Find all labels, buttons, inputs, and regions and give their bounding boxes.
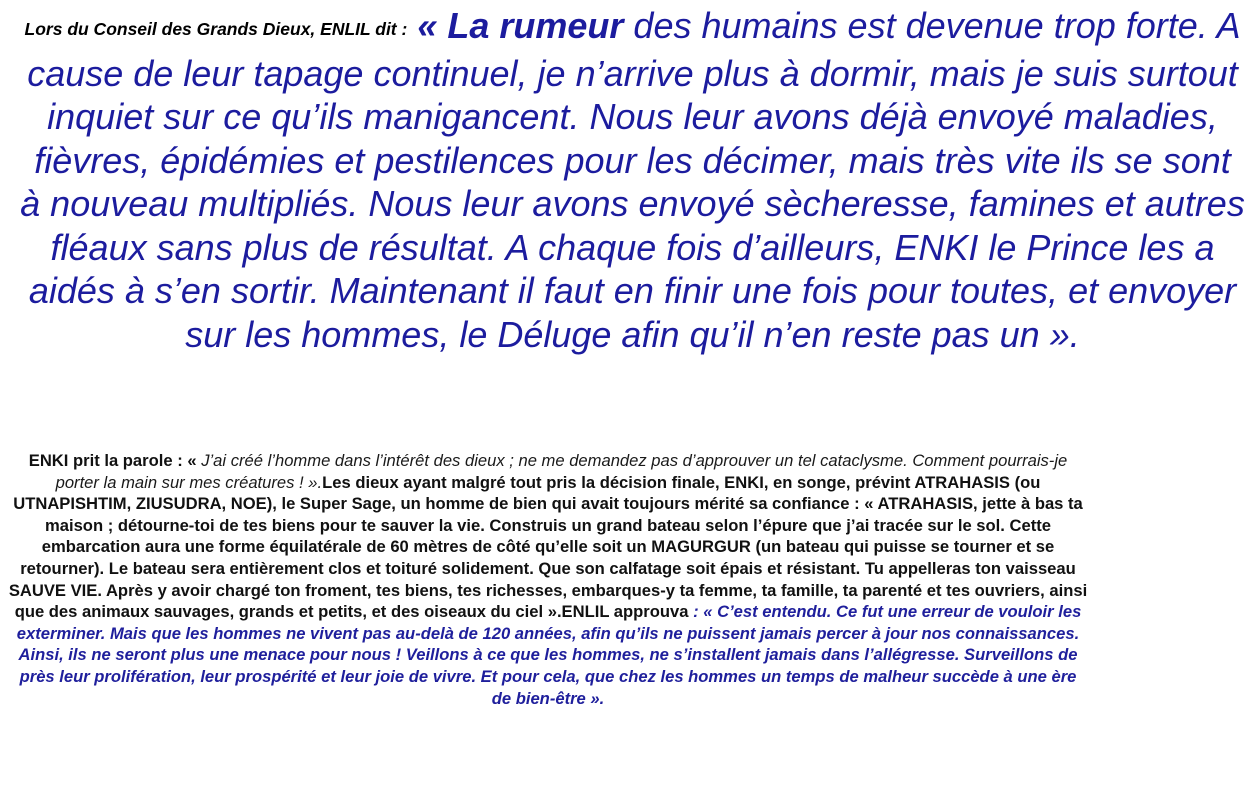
enlil-speech-paragraph	[20, 4, 1245, 356]
enki-passage-paragraph	[8, 448, 1088, 709]
enlil-reply: : « C’est entendu. Ce fut une erreur de vouloir les exterminer. Mais que les hommes ne vivent pas au-delà de 120 années, afin qu’ils ne puissent jamais percer à jour nos connaissances. Ainsi, ils ne seront plus une menace pour nous ! Veillons à ce que les hommes, ne s’installent jamais dans l’allégresse. Surveillons de près leur prolifération, leur prospérité et leur joie de vivre. Et pour cela, que chez les hommes un temps de malheur succède à une ère de bien-être ».	[16, 602, 1082, 708]
enlil-quote-open: « La rumeur	[417, 5, 624, 46]
enki-quote: J’ai créé l’homme dans l’intérêt des dieux ; ne me demandez pas d’approuver un tel cataclysme. Comment pourrais-je porter la main sur mes créatures ! ».	[55, 451, 1068, 492]
enlil-quote-body: des humains est devenue trop forte. A cause de leur tapage continuel, je n’arrive plus à dormir, mais je suis surtout inquiet sur ce qu’ils manigancent. Nous leur avons déjà envoyé maladies, fièvres, épidémies et pestilences pour les décimer, mais très vite ils se sont à nouveau multipliés. Nous leur avons envoyé sècheresse, famines et autres fléaux sans plus de résultat. A chaque fois d’ailleurs, ENKI le Prince les a aidés à s’en sortir. Maintenant il faut en finir une fois pour toutes, et envoyer sur les hommes, le Déluge afin qu’il n’en reste pas un ».	[20, 5, 1245, 355]
enki-passage-intro: ENKI prit la parole : «	[28, 451, 202, 470]
enki-narration: Les dieux ayant malgré tout pris la décision finale, ENKI, en songe, prévint ATRAHASIS (ou UTNAPISHTIM, ZIUSUDRA, NOE), le Super Sage, un homme de bien qui avait toujours mérité sa confiance : « ATRAHASIS, jette à bas ta maison ; détourne-toi de tes biens pour te sauver la vie. Construis un grand bateau selon l’épure que j’ai tracée sur le sol. Cette embarcation aura une forme équilatérale de 60 mètres de côté qu’elle soit un MAGURGUR (un bateau qui puisse se tourner et se retourner). Le bateau sera entièrement clos et toituré solidement. Que son calfatage soit épais et résistant. Tu appelleras ton vaisseau SAUVE VIE. Après y avoir chargé ton froment, tes biens, tes richesses, embarques-y ta femme, ta famille, ta parenté et tes ouvriers, ainsi que des animaux sauvages, grands et petits, et des oiseaux du ciel ».ENLIL approuva	[8, 472, 1088, 622]
enki-passage-panel	[8, 448, 1088, 790]
enlil-speech-intro: Lors du Conseil des Grands Dieux, ENLIL dit :	[24, 19, 408, 39]
